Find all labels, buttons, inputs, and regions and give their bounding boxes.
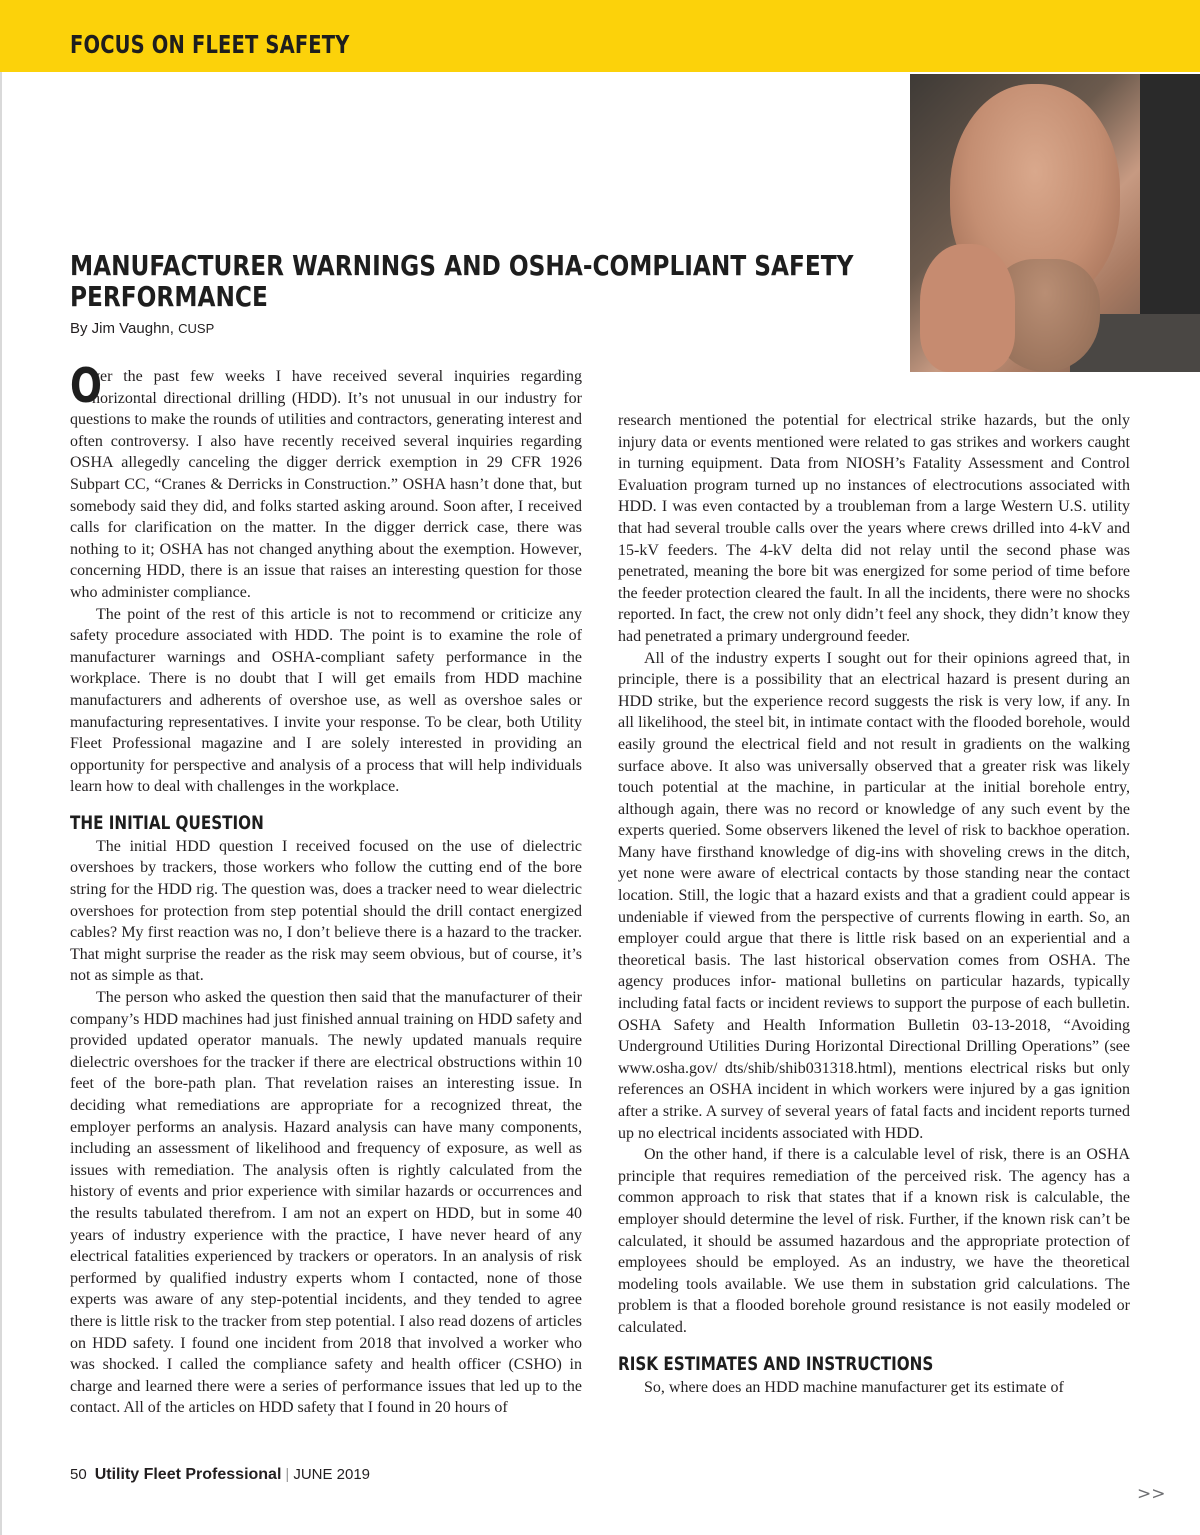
- body-paragraph: research mentioned the potential for electrical strike hazards, but the only injury data or events mentioned were related to gas strikes and workers caught in turning equipment. Data from NIOSH’s Fatality Assessment and Control Evaluation program turned up no instances of electrocutions associated with HDD. I was even contacted by a troubleman from a large Western U.S. utility that had several trouble calls over the years where crews drilled into 4-kV and 15-kV feeders. The 4-kV delta did not relay until the second phase was penetrated, meaning the bore bit was energized for some period of time before the feeder protection cleared the fault. In all the incidents, there were no shocks reported. In fact, the crew not only didn’t feel any shock, they didn’t know they had penetrated a primary underground feeder.: [618, 412, 1130, 645]
- footer-separator: |: [285, 1466, 290, 1483]
- left-column: [70, 359, 582, 1419]
- drop-cap: O: [70, 359, 102, 414]
- body-paragraph: All of the industry experts I sought out for their opinions agreed that, in principle, there is a possibility that an electrical hazard is present during an HDD strike, but the experience record suggests the risk is very low, if any. In all likelihood, the steel bit, in intimate contact with the flooded borehole, would easily ground the electrical field and not result in gradients on the walking surface above. It also was universally observed that a greater risk was likely touch potential at the machine, in particular at the initial borehole entry, although again, there was no record or knowledge of any such event by the experts queried. Some observers likened the level of risk to backhoe operation. Many have firsthand knowledge of dig-ins with shoveling crews in the ditch, yet none were aware of electrical contacts by those standing near the contact location. Still, the logic that a hazard exists and that a gradient could appear is undeniable if viewed from the perspective of currents flowing in earth. So, an employer could argue that there is little risk based on an experiential and a theoretical basis. The last historical observation comes from OSHA. The agency produces infor- mational bulletins on particular hazards, typically including fatal facts or incident reviews to support the purpose of each bulletin. OSHA Safety and Health Information Bulletin 03-13-2018, “Avoiding Underground Utilities During Horizontal Directional Drilling Operations” (see www.osha.gov/ dts/shib/shib031318.html), mentions electrical risks but only references an OSHA incident in which workers were injured by a gas ignition after a strike. A survey of several years of fatal facts and incident reports turned up no electrical incidents associated with HDD.: [618, 649, 1130, 1142]
- article-title-line-2: PERFORMANCE: [70, 280, 268, 313]
- page-footer: [70, 1466, 370, 1484]
- intro-paragraph: [70, 359, 582, 604]
- article-title: [70, 249, 854, 313]
- body-paragraph: The point of the rest of this article is not to recommend or criticize any safety procedure associated with HDD. The point is to examine the role of manufacturer warnings and OSHA-compliant safety performance in the workplace. There is no doubt that I will get emails from HDD machine manufacturers and adherents of overshoe use, as well as overshoe sales or manufacturing representatives. I invite your response. To be clear, both Utility Fleet Professional magazine and I are solely interested in providing an opportunity for perspective and analysis of a process that will help individuals learn how to deal with challenges in the workplace.: [70, 605, 582, 796]
- body-paragraph-last-line: So, where does an HDD machine manufacturer get its estimate of: [644, 1378, 1064, 1396]
- right-column: [618, 410, 1130, 1398]
- body-paragraph: The initial HDD question I received focused on the use of dielectric overshoes by trackers, those workers who follow the cutting end of the bore string for the HDD rig. The question was, does a tracker need to wear dielectric overshoes for protection from step potential should the drill contact energized cables? My first reaction was no, I don’t believe there is a hazard to the tracker. That might surprise the reader as the risk may seem obvious, but of course, it’s not as simple as that.: [70, 837, 582, 985]
- magazine-name: Utility Fleet Professional: [94, 1466, 282, 1483]
- author-photo: [910, 74, 1200, 372]
- section-heading-risk-estimates: RISK ESTIMATES AND INSTRUCTIONS: [618, 1352, 934, 1375]
- issue-date: JUNE 2019: [293, 1466, 371, 1483]
- page-number: 50: [70, 1466, 87, 1483]
- byline-author: By Jim Vaughn: [70, 320, 170, 337]
- section-banner: [0, 0, 1200, 72]
- byline: By Jim Vaughn, CUSP: [70, 320, 215, 337]
- section-heading-initial-question: THE INITIAL QUESTION: [70, 811, 264, 834]
- intro-paragraph-text: ver the past few weeks I have received several inquiries regarding horizontal directional drilling (HDD). It’s not unusual in our industry for questions to make the rounds of utilities and contractors, generating interest and often controversy. I also have recently received several inquiries regarding OSHA allegedly canceling the digger derrick exemption in 29 CFR 1926 Subpart CC, “Cranes & Derricks in Construction.” OSHA hasn’t done that, but somebody said they did, and folks started asking around. Soon after, I received calls for clarification on the matter. In the digger derrick case, there was nothing to it; OSHA has not changed anything about the exemption. However, concerning HDD, there is an issue that raises an interesting question for those who administer compliance.: [70, 368, 582, 601]
- article-title-line-1: MANUFACTURER WARNINGS AND OSHA-COMPLIANT SAFETY: [70, 249, 854, 282]
- body-paragraph: The person who asked the question then said that the manufacturer of their company’s HDD machines had just finished annual training on HDD safety and provided updated operator manuals. The newly updated manuals require dielectric overshoes for the tracker if there are electrical obstructions within 10 feet of the bore-path plan. That revelation raises an interesting issue. In deciding what remediations are appropriate for a recognized threat, the employer performs an analysis. Hazard analysis can have many components, including an assessment of likelihood and frequency of exposure, as well as issues with remediation. The analysis often is rightly calculated from the history of events and prior experience with similar hazards or occurrences and the results tabulated therefrom. I am not an expert on HDD, but in some 40 years of industry experience with the practice, I have never heard of any electrical fatalities experienced by trackers or operators. In an analysis of risk performed by qualified industry experts whom I contacted, none of those experts was aware of any step-potential incidents, and they tended to agree there is little risk to the tracker from step potential. I also read dozens of articles on HDD safety. I found one incident from 2018 that involved a worker who was shocked. I called the compliance safety and health officer (CSHO) in charge and learned there were a series of performance issues that led up to the contact. All of the articles on HDD safety that I found in 20 hours of: [70, 989, 582, 1417]
- photo-hand: [920, 244, 1015, 372]
- continue-arrow-icon: >>: [1137, 1484, 1166, 1504]
- section-title: FOCUS ON FLEET SAFETY: [70, 30, 350, 59]
- byline-credential: CUSP: [178, 321, 215, 336]
- left-edge-rule: [0, 72, 2, 1535]
- body-paragraph: On the other hand, if there is a calculable level of risk, there is an OSHA principle that requires remediation of the perceived risk. The agency has a common approach to risk that states that if a known risk is calculable, the employer should determine the level of risk. Further, if the known risk can’t be calculated, it should be assumed hazardous and the appropriate protection of employees should be employed. As an industry, we have the theoretical modeling tools available. We use them in substation grid calculations. The problem is that a flooded borehole ground resistance is not easily modeled or calculated.: [618, 1146, 1130, 1336]
